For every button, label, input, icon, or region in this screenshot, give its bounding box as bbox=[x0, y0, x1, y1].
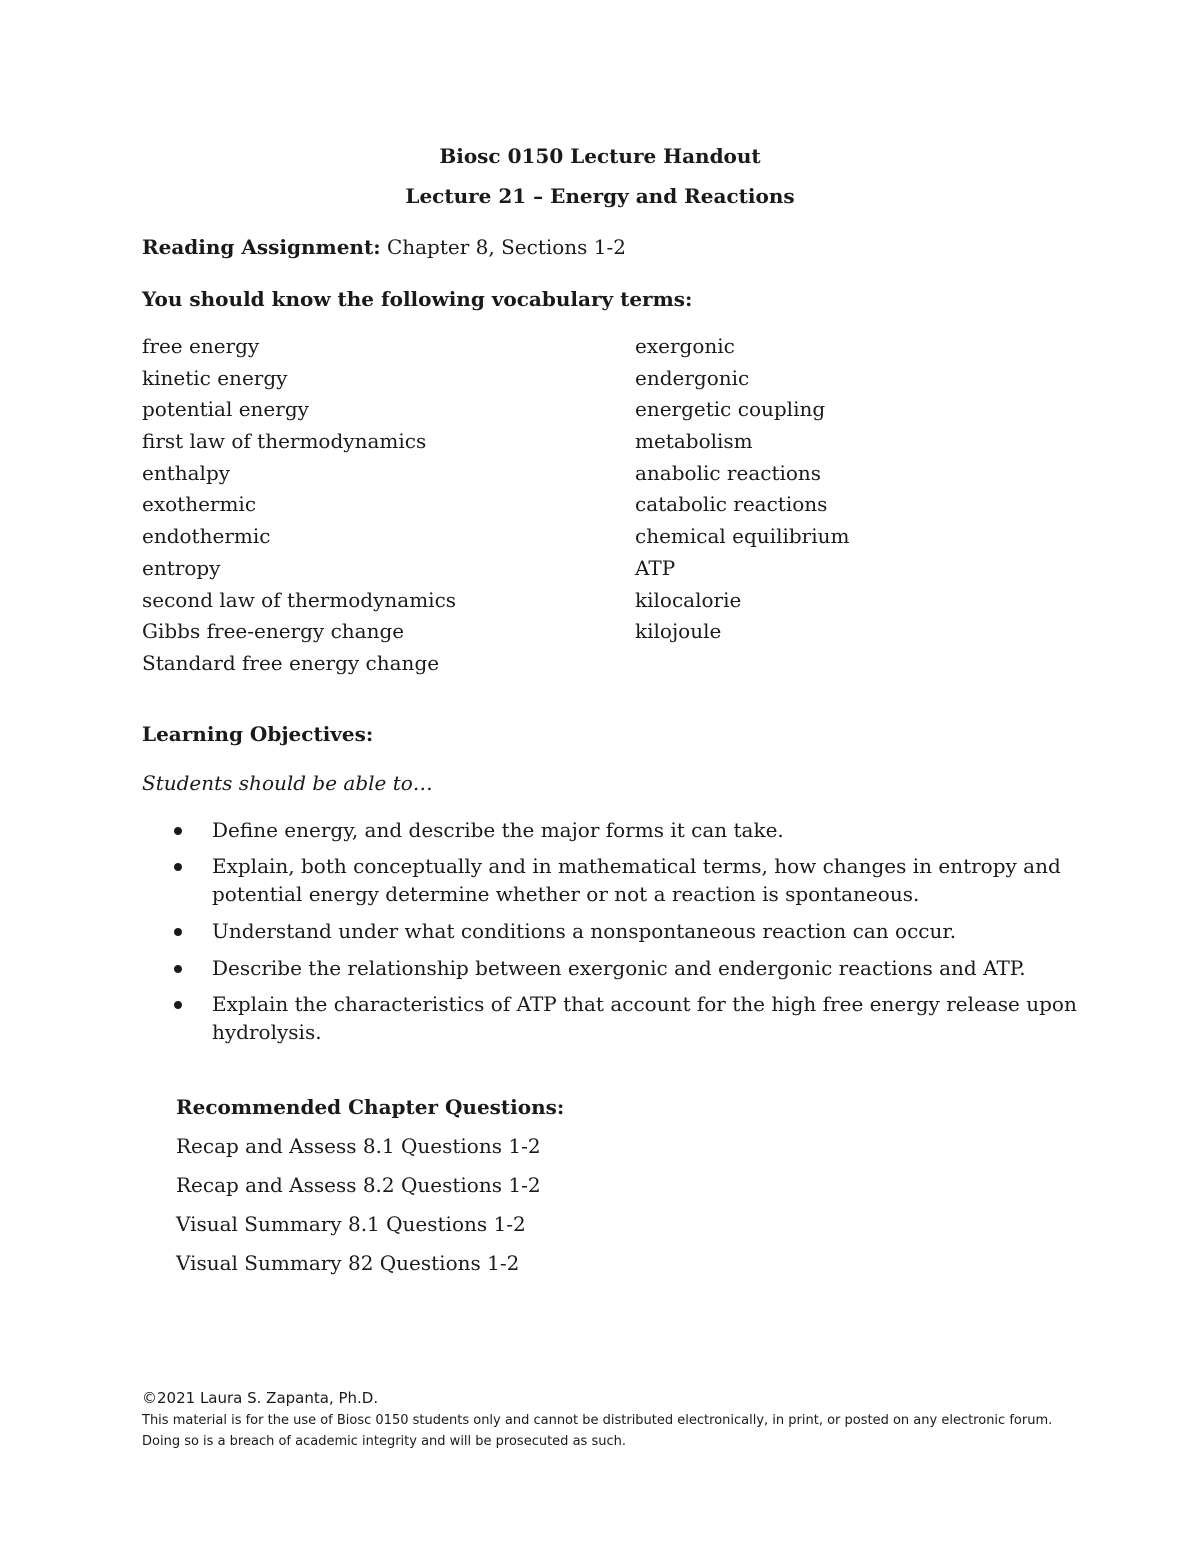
bullet-icon bbox=[174, 827, 182, 835]
bullet-icon bbox=[174, 928, 182, 936]
page-title: Biosc 0150 Lecture Handout bbox=[439, 144, 761, 168]
objective-item bbox=[212, 816, 1082, 844]
vocab-term: kilocalorie bbox=[635, 587, 742, 612]
objective-text: Explain, both conceptually and in mathematical terms, how changes in entropy and potential energy determine whether or not a reaction is spontaneous. bbox=[212, 854, 1061, 906]
question-item: Visual Summary 8.1 Questions 1-2 bbox=[176, 1212, 526, 1236]
vocab-term: Gibbs free-energy change bbox=[142, 619, 405, 644]
objective-item bbox=[212, 917, 1082, 945]
learning-objectives-heading: Learning Objectives: bbox=[142, 722, 374, 746]
bullet-icon bbox=[174, 965, 182, 973]
question-item: Recap and Assess 8.1 Questions 1-2 bbox=[176, 1134, 541, 1158]
objective-item bbox=[212, 990, 1082, 1046]
vocab-term: potential energy bbox=[142, 397, 309, 422]
vocab-term: first law of thermodynamics bbox=[142, 429, 427, 454]
reading-assignment bbox=[142, 234, 626, 260]
reading-assignment-value: Chapter 8, Sections 1-2 bbox=[380, 235, 627, 259]
vocab-term: Standard free energy change bbox=[142, 650, 440, 675]
question-item: Visual Summary 82 Questions 1-2 bbox=[176, 1251, 520, 1275]
vocab-term: kinetic energy bbox=[142, 365, 288, 390]
vocabulary-list-left bbox=[142, 332, 456, 681]
reading-assignment-label: Reading Assignment: bbox=[142, 235, 381, 259]
copyright-line: ©2021 Laura S. Zapanta, Ph.D. bbox=[142, 1389, 379, 1407]
recommended-questions-heading: Recommended Chapter Questions: bbox=[176, 1095, 565, 1119]
objective-item bbox=[212, 852, 1082, 908]
objective-item bbox=[212, 954, 1082, 982]
lecture-subtitle: Lecture 21 – Energy and Reactions bbox=[405, 184, 795, 208]
footer bbox=[142, 1386, 1062, 1452]
vocab-term: enthalpy bbox=[142, 460, 231, 485]
vocab-term: exothermic bbox=[142, 492, 257, 517]
vocab-term: free energy bbox=[142, 334, 260, 358]
vocab-term: anabolic reactions bbox=[635, 460, 822, 485]
vocab-term: entropy bbox=[142, 555, 221, 580]
vocab-term: exergonic bbox=[635, 334, 735, 358]
objective-text: Describe the relationship between exergonic and endergonic reactions and ATP. bbox=[212, 956, 1026, 980]
objective-text: Explain the characteristics of ATP that account for the high free energy release upon hydrolysis. bbox=[212, 992, 1077, 1044]
bullet-icon bbox=[174, 1001, 182, 1009]
vocab-term: second law of thermodynamics bbox=[142, 587, 457, 612]
bullet-icon bbox=[174, 863, 182, 871]
question-item: Recap and Assess 8.2 Questions 1-2 bbox=[176, 1173, 541, 1197]
vocab-term: catabolic reactions bbox=[635, 492, 828, 517]
vocab-term: chemical equilibrium bbox=[635, 524, 850, 549]
vocab-term: endothermic bbox=[142, 524, 271, 549]
vocab-term: kilojoule bbox=[635, 619, 722, 644]
vocab-term: endergonic bbox=[635, 365, 750, 390]
vocabulary-list-right bbox=[635, 332, 849, 649]
vocabulary-heading: You should know the following vocabulary terms: bbox=[142, 287, 693, 311]
vocab-term: ATP bbox=[635, 555, 676, 580]
objective-text: Define energy, and describe the major forms it can take. bbox=[212, 818, 784, 842]
vocab-term: metabolism bbox=[635, 429, 753, 454]
learning-objectives-intro: Students should be able to… bbox=[142, 771, 433, 795]
recommended-questions-list bbox=[176, 1133, 541, 1289]
vocab-term: energetic coupling bbox=[635, 397, 826, 422]
objective-text: Understand under what conditions a nonspontaneous reaction can occur. bbox=[212, 919, 957, 943]
usage-notice: This material is for the use of Biosc 0150 students only and cannot be distributed electronically, in print, or posted on any electronic forum. Doing so is a breach of academic integrity and will be prosecuted as such. bbox=[142, 1413, 1053, 1449]
